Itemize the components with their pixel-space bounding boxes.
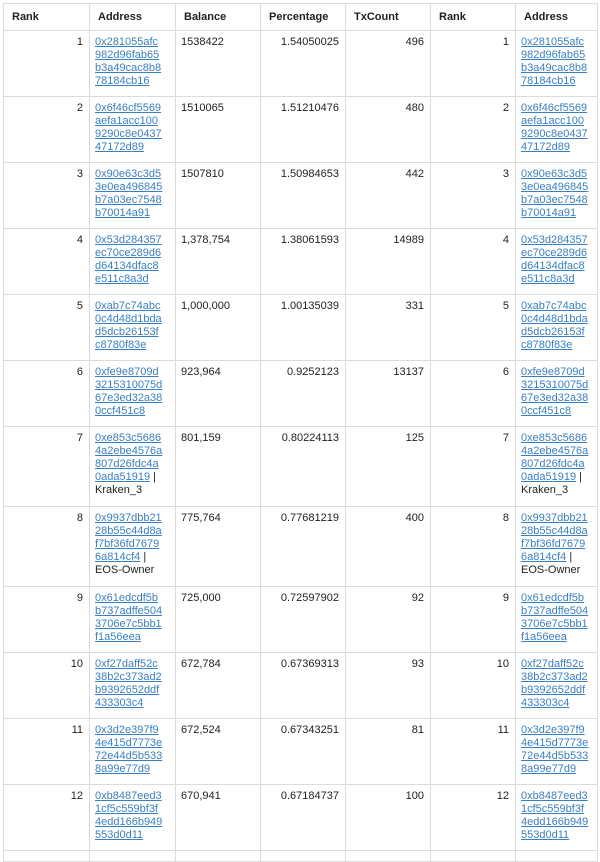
percentage-cell: 1.00135039 <box>261 295 346 361</box>
rank-cell-2: 4 <box>431 229 516 295</box>
header-rank[interactable]: Rank <box>4 4 90 31</box>
address-segment: 433303c4 <box>521 697 570 709</box>
address-segment: 6a814cf4 <box>521 551 567 563</box>
txcount-cell: 100 <box>346 785 431 851</box>
address-segment: 72e44d5b533 <box>95 750 163 762</box>
balance-cell: 670,941 <box>176 785 261 851</box>
txcount-cell: 331 <box>346 295 431 361</box>
address-segment: 0x6f46cf5569 <box>95 102 162 114</box>
rank-cell: 5 <box>4 295 90 361</box>
address-segment: e511c8a3d <box>521 273 575 285</box>
address-segment: 0ccf451c8 <box>95 405 146 417</box>
address-segment: 0c4d48d1bda <box>521 313 588 325</box>
address-segment: 3706e7c5bb1 <box>521 618 588 630</box>
address-segment: b3a49cac8b8 <box>95 62 162 74</box>
address-segment: 0c4d48d1bda <box>95 313 162 325</box>
address-link[interactable] <box>95 724 162 775</box>
address-segment: 78184cb16 <box>95 75 150 87</box>
header-row <box>4 4 598 31</box>
rank-cell: 12 <box>4 785 90 851</box>
txcount-cell: 496 <box>346 31 431 97</box>
address-cell <box>90 31 176 97</box>
address-segment: d64134dfac8 <box>95 260 159 272</box>
tag-separator: | <box>566 551 573 563</box>
address-segment: 1cf5c559bf3f <box>95 803 158 815</box>
address-segment: b7a03ec7548 <box>95 194 162 206</box>
address-segment: 4e415d7773e <box>95 737 163 749</box>
address-segment: 4edd166b949 <box>521 816 589 828</box>
table-row <box>4 719 598 785</box>
address-tag: Kraken_3 <box>95 484 143 496</box>
address-segment: 0ada51919 <box>521 471 577 483</box>
address-segment: 1cf5c559bf3f <box>521 803 584 815</box>
txcount-cell: 442 <box>346 163 431 229</box>
address-segment: c8780f83e <box>521 339 573 351</box>
address-segment: 72e44d5b533 <box>521 750 589 762</box>
address-segment: f7bf36fd7679 <box>521 538 586 550</box>
address-link[interactable] <box>95 366 162 417</box>
header-rank-2[interactable]: Rank <box>431 4 516 31</box>
percentage-cell: 0.67184737 <box>261 785 346 851</box>
txcount-cell: 81 <box>346 719 431 785</box>
address-segment: d5dcb26153f <box>521 326 585 338</box>
empty-cell <box>4 851 90 862</box>
address-segment: c8780f83e <box>95 339 147 351</box>
address-segment: b3a49cac8b8 <box>521 62 588 74</box>
address-segment: b737adffe504 <box>521 605 589 617</box>
address-segment: 4edd166b949 <box>95 816 163 828</box>
address-segment: b9392652ddf <box>521 684 586 696</box>
address-segment: f1a56eea <box>521 631 567 643</box>
table-row <box>4 587 598 653</box>
balance-cell: 672,524 <box>176 719 261 785</box>
address-segment: 0xab7c74abc <box>95 300 161 312</box>
address-segment: 0x53d284357 <box>521 234 588 246</box>
txcount-cell: 14989 <box>346 229 431 295</box>
percentage-cell: 1.51210476 <box>261 97 346 163</box>
address-link[interactable] <box>521 36 587 87</box>
address-segment: b70014a91 <box>521 207 577 219</box>
address-cell <box>90 295 176 361</box>
address-link[interactable] <box>521 658 588 709</box>
rank-cell: 11 <box>4 719 90 785</box>
rich-list-table <box>3 3 598 862</box>
rank-cell: 1 <box>4 31 90 97</box>
address-cell-2 <box>516 31 598 97</box>
rank-cell-2: 5 <box>431 295 516 361</box>
balance-cell: 725,000 <box>176 587 261 653</box>
percentage-cell: 0.80224113 <box>261 427 346 507</box>
address-segment: 0xfe9e8709d <box>521 366 585 378</box>
rank-cell-2: 7 <box>431 427 516 507</box>
address-tag: Kraken_3 <box>521 484 569 496</box>
address-link[interactable] <box>521 790 588 841</box>
address-segment: ec70ce289d6 <box>95 247 162 259</box>
address-link[interactable] <box>521 512 588 563</box>
address-segment: d64134dfac8 <box>521 260 585 272</box>
table-row <box>4 785 598 851</box>
address-link[interactable] <box>95 592 162 643</box>
rank-cell-2: 12 <box>431 785 516 851</box>
address-link[interactable] <box>521 300 588 351</box>
txcount-cell: 480 <box>346 97 431 163</box>
address-cell <box>90 427 176 507</box>
address-segment: 67e3ed32a38 <box>95 392 163 404</box>
balance-cell: 801,159 <box>176 427 261 507</box>
table-row <box>4 229 598 295</box>
balance-cell: 672,784 <box>176 653 261 719</box>
txcount-cell: 92 <box>346 587 431 653</box>
balance-cell: 1,378,754 <box>176 229 261 295</box>
address-link[interactable] <box>521 102 588 153</box>
address-cell <box>90 719 176 785</box>
address-segment: 0x281055afc <box>521 36 584 48</box>
rank-cell-2: 9 <box>431 587 516 653</box>
table-row-partial <box>4 851 598 862</box>
header-balance[interactable]: Balance <box>176 4 261 31</box>
address-segment: 47172d89 <box>521 141 570 153</box>
address-segment: 0xf27daff52c <box>521 658 584 670</box>
empty-cell <box>431 851 516 862</box>
address-segment: 807d26fdc4a <box>521 458 585 470</box>
address-segment: e511c8a3d <box>95 273 149 285</box>
address-segment: 0xe853c5686 <box>95 432 162 444</box>
rank-cell: 8 <box>4 507 90 587</box>
address-segment: b9392652ddf <box>95 684 160 696</box>
balance-cell: 1510065 <box>176 97 261 163</box>
address-segment: 8a99e77d9 <box>521 763 577 775</box>
address-segment: 0x9937dbb21 <box>95 512 162 524</box>
address-segment: 0x90e63c3d5 <box>95 168 162 180</box>
address-segment: 4a2ebe4576a <box>521 445 589 457</box>
address-segment: 0x3d2e397f9 <box>95 724 159 736</box>
rank-cell: 3 <box>4 163 90 229</box>
address-cell-2 <box>516 719 598 785</box>
table-row <box>4 361 598 427</box>
address-tag: EOS-Owner <box>95 564 155 576</box>
address-cell <box>90 587 176 653</box>
table-row <box>4 653 598 719</box>
address-segment: f7bf36fd7679 <box>95 538 160 550</box>
table-row <box>4 31 598 97</box>
address-segment: 433303c4 <box>95 697 144 709</box>
balance-cell: 1,000,000 <box>176 295 261 361</box>
header-address[interactable]: Address <box>90 4 176 31</box>
address-segment: 0x9937dbb21 <box>521 512 588 524</box>
address-segment: aefa1acc100 <box>95 115 158 127</box>
rank-cell-2: 11 <box>431 719 516 785</box>
address-cell <box>90 507 176 587</box>
address-segment: 3215310075d <box>521 379 589 391</box>
empty-cell <box>346 851 431 862</box>
address-segment: 0xfe9e8709d <box>95 366 159 378</box>
address-link[interactable] <box>95 512 162 563</box>
balance-cell: 775,764 <box>176 507 261 587</box>
address-segment: 3706e7c5bb1 <box>95 618 162 630</box>
balance-cell: 1538422 <box>176 31 261 97</box>
rank-cell-2: 10 <box>431 653 516 719</box>
percentage-cell: 1.50984653 <box>261 163 346 229</box>
address-segment: 6a814cf4 <box>95 551 141 563</box>
address-segment: 38b2c373ad2 <box>521 671 588 683</box>
address-segment: 0xe853c5686 <box>521 432 588 444</box>
address-cell-2 <box>516 97 598 163</box>
address-segment: 78184cb16 <box>521 75 576 87</box>
address-segment: 0x3d2e397f9 <box>521 724 585 736</box>
address-segment: 807d26fdc4a <box>95 458 159 470</box>
rank-cell: 9 <box>4 587 90 653</box>
txcount-cell: 13137 <box>346 361 431 427</box>
address-cell-2 <box>516 295 598 361</box>
address-link[interactable] <box>95 300 162 351</box>
address-segment: 8a99e77d9 <box>95 763 151 775</box>
table-row <box>4 163 598 229</box>
address-segment: 9290c8e0437 <box>521 128 588 140</box>
address-segment: 0x90e63c3d5 <box>521 168 588 180</box>
address-cell <box>90 653 176 719</box>
address-segment: 982d96fab65 <box>521 49 586 61</box>
address-cell-2 <box>516 587 598 653</box>
balance-cell: 1507810 <box>176 163 261 229</box>
address-tag: EOS-Owner <box>521 564 581 576</box>
address-cell-2 <box>516 163 598 229</box>
address-cell-2 <box>516 653 598 719</box>
address-segment: 3e0ea496845 <box>95 181 163 193</box>
address-segment: 553d0d11 <box>521 829 570 841</box>
address-segment: 9290c8e0437 <box>95 128 162 140</box>
address-segment: d5dcb26153f <box>95 326 159 338</box>
address-cell <box>90 97 176 163</box>
address-segment: 3215310075d <box>95 379 163 391</box>
empty-cell <box>516 851 598 862</box>
rank-cell-2: 1 <box>431 31 516 97</box>
percentage-cell: 0.72597902 <box>261 587 346 653</box>
address-link[interactable] <box>95 168 162 219</box>
address-cell <box>90 163 176 229</box>
rank-cell: 6 <box>4 361 90 427</box>
table-row <box>4 427 598 507</box>
address-segment: 28b55c44d8a <box>521 525 588 537</box>
address-cell-2 <box>516 229 598 295</box>
address-link[interactable] <box>95 234 162 285</box>
address-segment: b70014a91 <box>95 207 151 219</box>
percentage-cell: 0.77681219 <box>261 507 346 587</box>
address-segment: 0xb8487eed3 <box>95 790 162 802</box>
address-segment: 0ada51919 <box>95 471 151 483</box>
address-cell-2 <box>516 427 598 507</box>
table-row <box>4 295 598 361</box>
balance-cell: 923,964 <box>176 361 261 427</box>
address-segment: 0x61edcdf5b <box>95 592 158 604</box>
rank-cell-2: 6 <box>431 361 516 427</box>
address-segment: f1a56eea <box>95 631 141 643</box>
percentage-cell: 1.38061593 <box>261 229 346 295</box>
table-body <box>4 31 598 862</box>
address-segment: 0xb8487eed3 <box>521 790 588 802</box>
address-segment: 67e3ed32a38 <box>521 392 589 404</box>
address-segment: 0x6f46cf5569 <box>521 102 588 114</box>
address-segment: 0xf27daff52c <box>95 658 158 670</box>
address-segment: b737adffe504 <box>95 605 163 617</box>
address-segment: 38b2c373ad2 <box>95 671 162 683</box>
header-address-2[interactable]: Address <box>516 4 598 31</box>
tag-separator: | <box>576 471 582 483</box>
address-segment: 0x281055afc <box>95 36 158 48</box>
percentage-cell: 0.67343251 <box>261 719 346 785</box>
empty-cell <box>261 851 346 862</box>
txcount-cell: 400 <box>346 507 431 587</box>
address-segment: 0ccf451c8 <box>521 405 572 417</box>
address-segment: 47172d89 <box>95 141 144 153</box>
tag-separator: | <box>140 551 147 563</box>
rank-cell: 4 <box>4 229 90 295</box>
address-link[interactable] <box>95 658 162 709</box>
address-link[interactable] <box>95 36 161 87</box>
address-link[interactable] <box>521 366 588 417</box>
address-link[interactable] <box>521 234 588 285</box>
header-txcount[interactable]: TxCount <box>346 4 431 31</box>
txcount-cell: 125 <box>346 427 431 507</box>
rich-list-table-container <box>3 3 597 862</box>
address-cell-2 <box>516 507 598 587</box>
address-cell <box>90 361 176 427</box>
address-segment: 4a2ebe4576a <box>95 445 163 457</box>
rank-cell-2: 2 <box>431 97 516 163</box>
rank-cell: 7 <box>4 427 90 507</box>
rank-cell: 2 <box>4 97 90 163</box>
address-link[interactable] <box>95 102 162 153</box>
address-segment: 3e0ea496845 <box>521 181 589 193</box>
percentage-cell: 0.67369313 <box>261 653 346 719</box>
table-row <box>4 97 598 163</box>
address-segment: aefa1acc100 <box>521 115 584 127</box>
address-link[interactable] <box>95 790 162 841</box>
address-segment: 982d96fab65 <box>95 49 160 61</box>
table-row <box>4 507 598 587</box>
address-segment: b7a03ec7548 <box>521 194 588 206</box>
rank-cell-2: 3 <box>431 163 516 229</box>
address-cell-2 <box>516 785 598 851</box>
percentage-cell: 0.9252123 <box>261 361 346 427</box>
header-percentage[interactable]: Percentage <box>261 4 346 31</box>
txcount-cell: 93 <box>346 653 431 719</box>
address-cell-2 <box>516 361 598 427</box>
address-segment: ec70ce289d6 <box>521 247 588 259</box>
address-link[interactable] <box>521 168 588 219</box>
address-link[interactable] <box>521 724 588 775</box>
address-cell <box>90 785 176 851</box>
address-segment: 4e415d7773e <box>521 737 589 749</box>
empty-cell <box>176 851 261 862</box>
rank-cell-2: 8 <box>431 507 516 587</box>
percentage-cell: 1.54050025 <box>261 31 346 97</box>
empty-cell <box>90 851 176 862</box>
rank-cell: 10 <box>4 653 90 719</box>
address-cell <box>90 229 176 295</box>
address-segment: 0x53d284357 <box>95 234 162 246</box>
address-link[interactable] <box>521 592 588 643</box>
tag-separator: | <box>150 471 156 483</box>
address-segment: 553d0d11 <box>95 829 144 841</box>
address-segment: 0xab7c74abc <box>521 300 587 312</box>
address-segment: 0x61edcdf5b <box>521 592 584 604</box>
address-segment: 28b55c44d8a <box>95 525 162 537</box>
